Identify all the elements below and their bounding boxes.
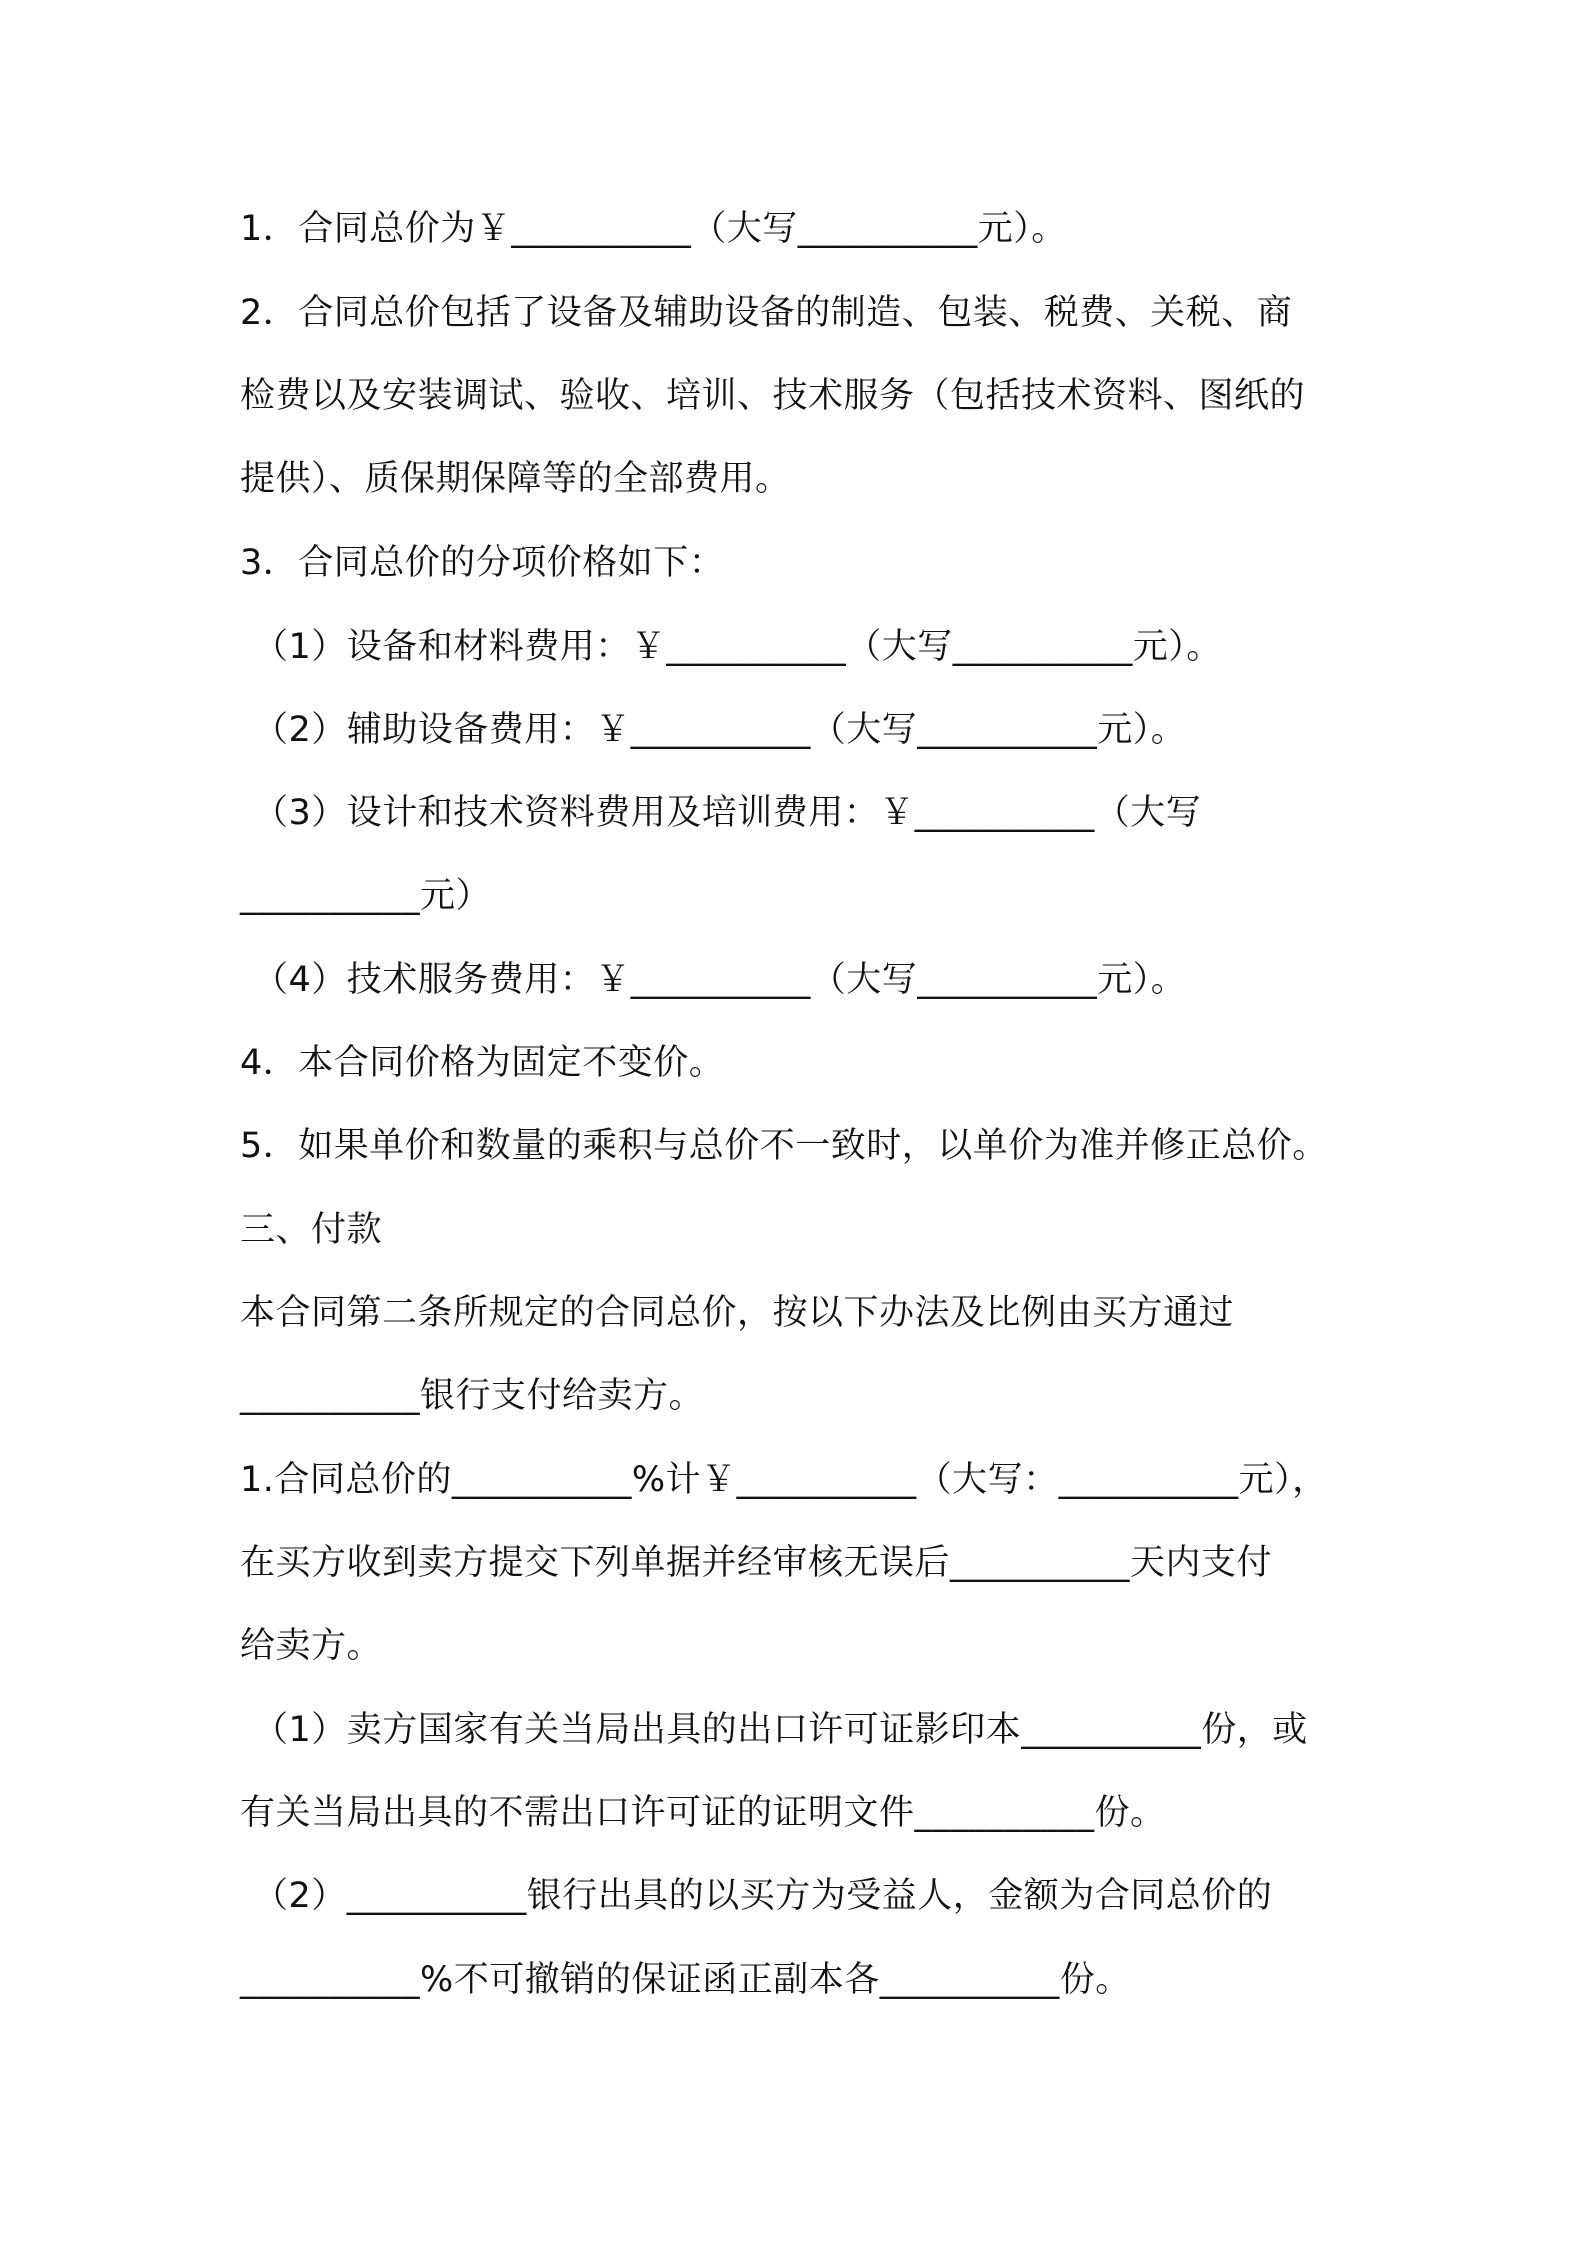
payment-1-line-3: 给卖方。: [240, 1626, 383, 1666]
clause-2-scope-line-2: 检费以及安装调试、验收、培训、技术服务（包括技术资料、图纸的: [240, 376, 1306, 416]
clause-2-scope-line-3: 提供）、质保期保障等的全部费用。: [240, 459, 791, 499]
payment-1-line-2: 在买方收到卖方提交下列单据并经审核无误后__________天内支付: [240, 1543, 1273, 1583]
clause-2-scope-line-1: 2．合同总价包括了设备及辅助设备的制造、包装、税费、关税、商: [240, 293, 1293, 333]
document-2-bank-guarantee-line-1: （2）__________银行出具的以买方为受益人，金额为合同总价的: [253, 1876, 1273, 1916]
payment-1-line-1: 1.合同总价的__________%计￥__________（大写：__________元），: [240, 1460, 1328, 1500]
item-2-auxiliary-equipment: （2）辅助设备费用：￥__________（大写__________元）。: [253, 710, 1187, 750]
document-1-export-license-line-1: （1）卖方国家有关当局出具的出口许可证影印本__________份，或: [253, 1710, 1308, 1750]
clause-4-fixed-price: 4．本合同价格为固定不变价。: [240, 1043, 725, 1083]
payment-intro-line-1: 本合同第二条所规定的合同总价，按以下办法及比例由买方通过: [240, 1293, 1235, 1333]
item-3-design-training-line-2: __________元）: [240, 876, 492, 916]
item-4-technical-service: （4）技术服务费用：￥__________（大写__________元）。: [253, 960, 1187, 1000]
clause-5-unit-price-rule: 5．如果单价和数量的乘积与总价不一致时，以单价为准并修正总价。: [240, 1126, 1328, 1166]
document-2-bank-guarantee-line-2: __________%不可撤销的保证函正副本各__________份。: [240, 1960, 1131, 2000]
section-3-payment-heading: 三、付款: [240, 1210, 383, 1250]
clause-1-total-price: 1．合同总价为￥__________（大写__________元）。: [240, 209, 1067, 249]
clause-3-itemized-heading: 3．合同总价的分项价格如下：: [240, 543, 725, 583]
document-1-export-license-line-2: 有关当局出具的不需出口许可证的证明文件__________份。: [240, 1793, 1166, 1833]
item-3-design-training-line-1: （3）设计和技术资料费用及培训费用：￥__________（大写: [253, 793, 1202, 833]
item-1-equipment-materials: （1）设备和材料费用：￥__________（大写__________元）。: [253, 627, 1222, 667]
payment-intro-line-2: __________银行支付给卖方。: [240, 1376, 705, 1416]
